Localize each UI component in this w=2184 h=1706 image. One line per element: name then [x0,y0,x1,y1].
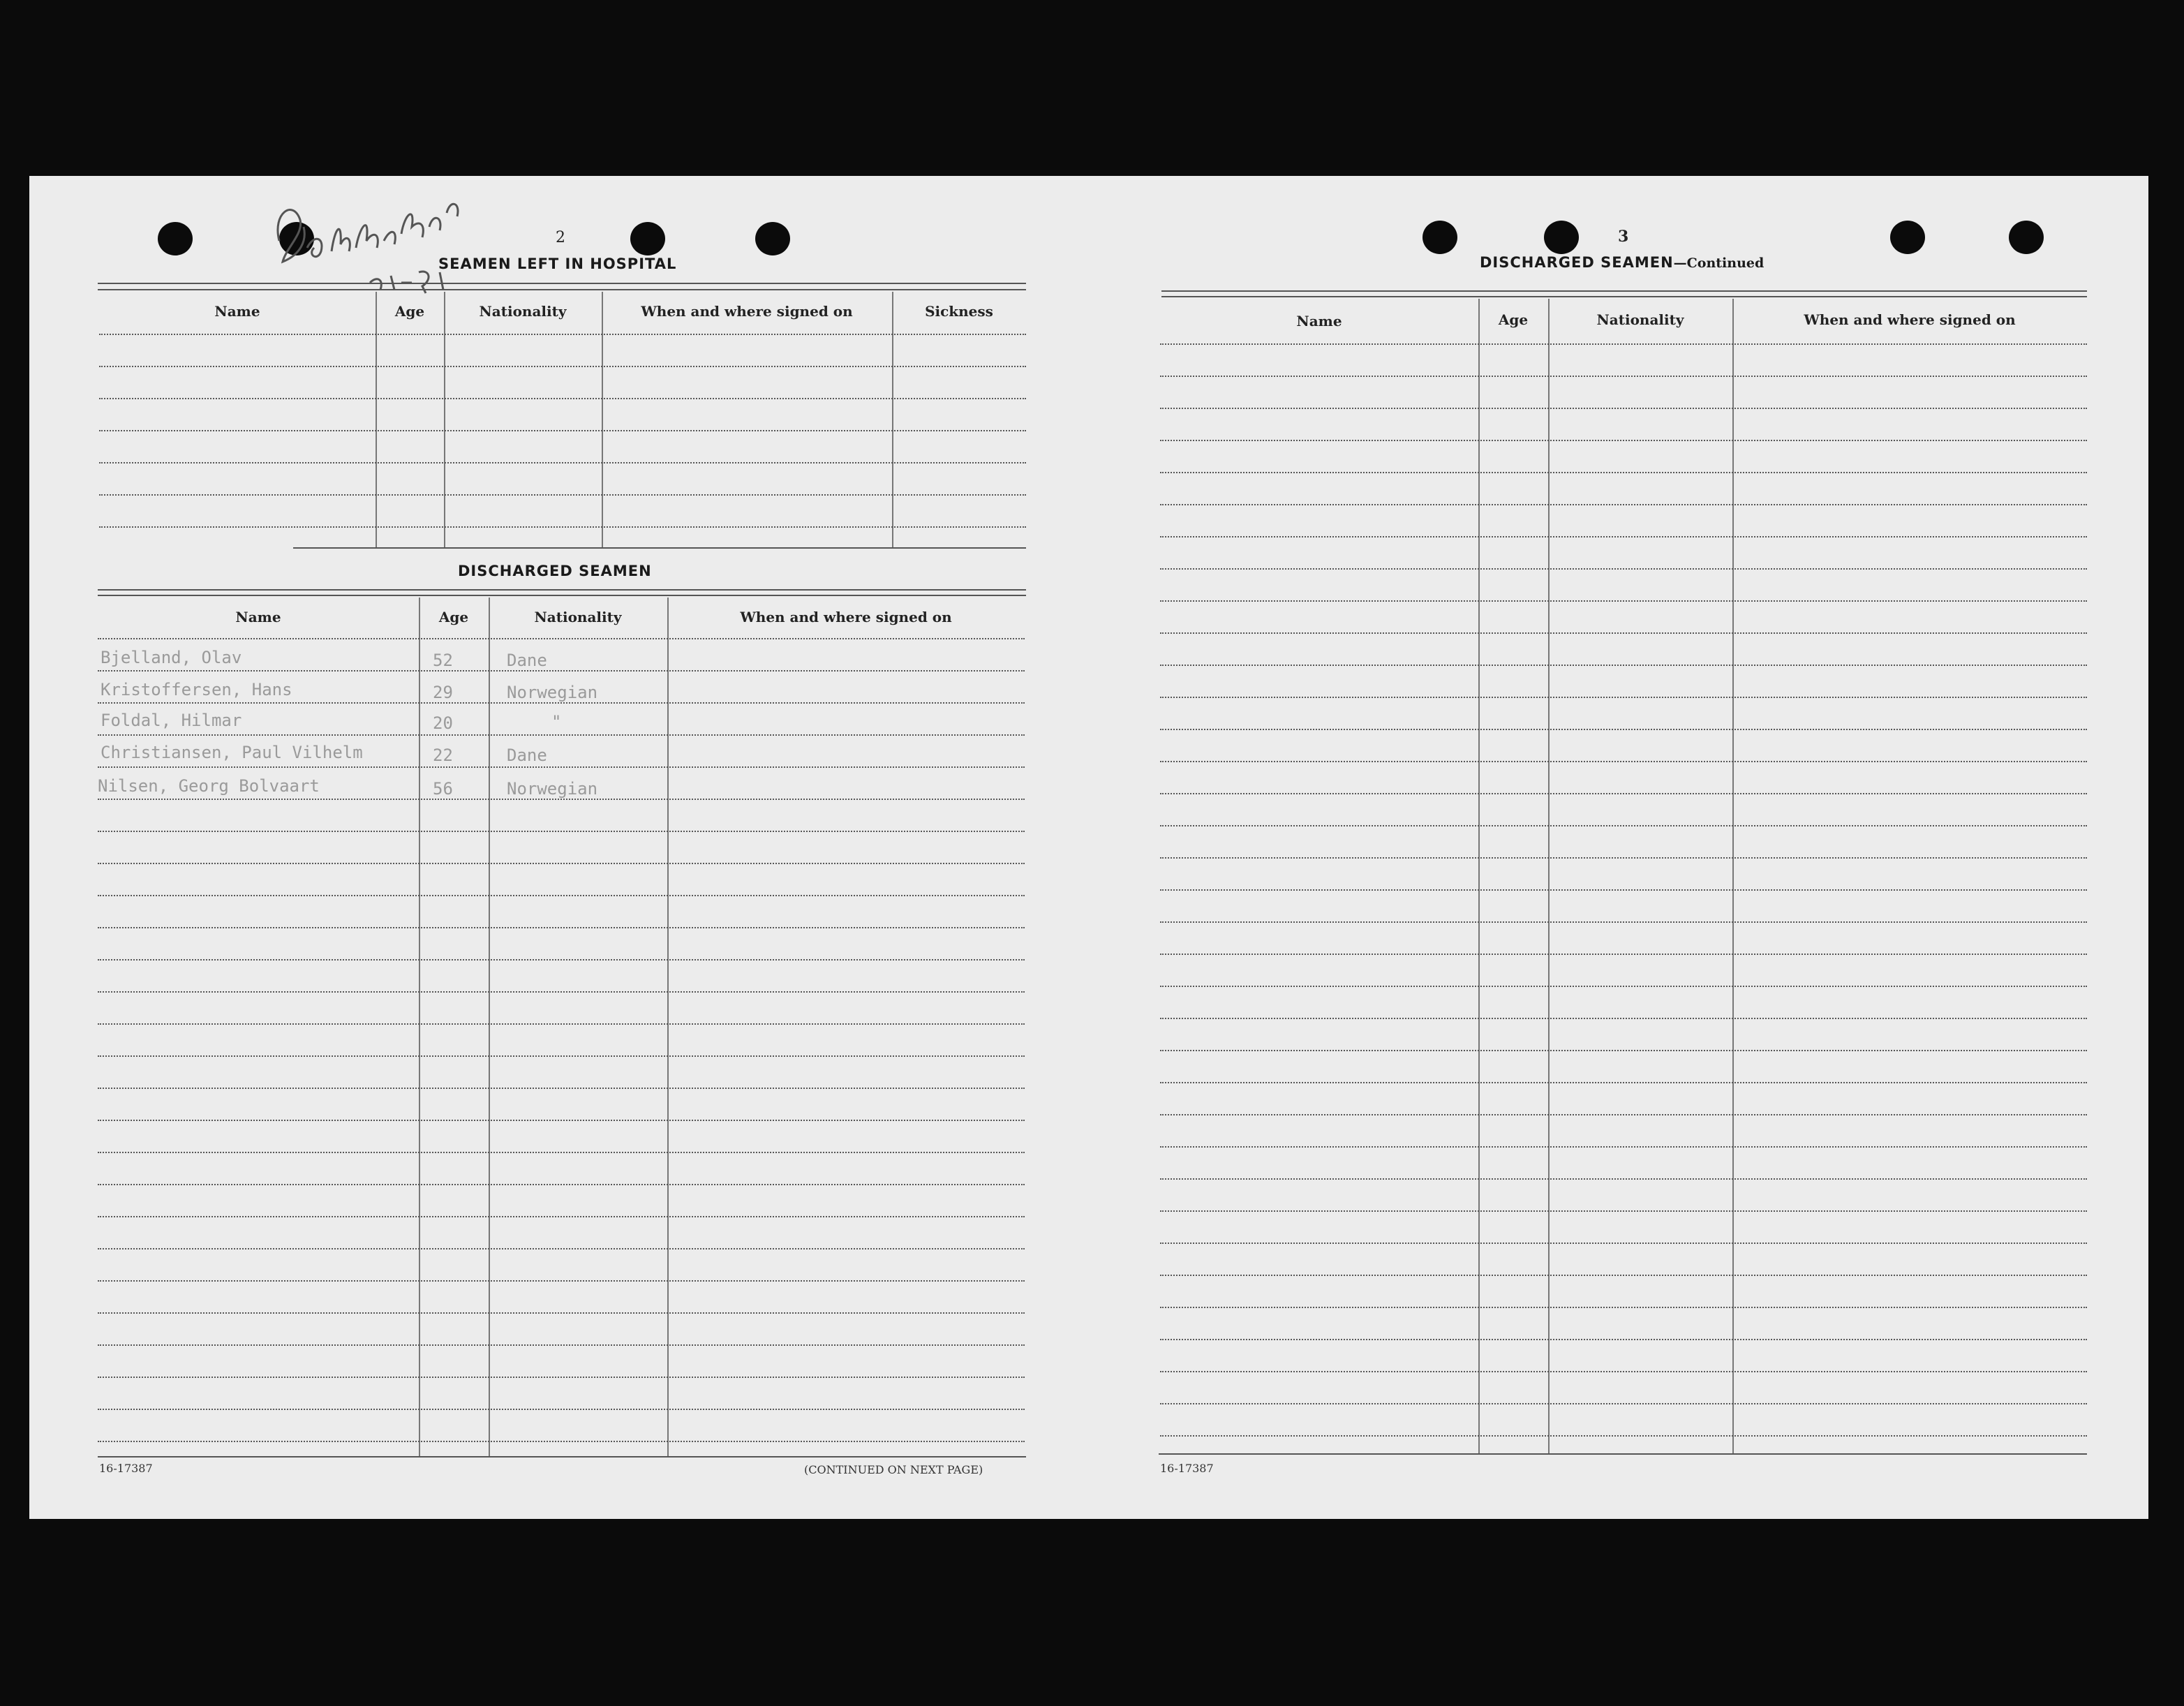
ruled-line [98,1280,1025,1282]
ruled-line [1160,1210,2087,1212]
seaman-name: Christiansen, Paul Vilhelm [101,743,363,762]
ruled-line [1160,954,2087,955]
ruled-line [99,334,1026,335]
column-header-age: Age [1498,311,1529,328]
ruled-line [98,831,1025,832]
seaman-nationality: Norwegian [507,683,598,702]
column-header-name: Name [1296,313,1342,329]
divider [1161,290,2087,292]
ruled-line [99,494,1026,496]
ruled-line [1160,600,2087,602]
ruled-line [98,766,1025,768]
ruled-line [98,1055,1025,1057]
ruled-line [1160,1082,2087,1083]
ruled-line [1160,1307,2087,1308]
divider [1159,1453,2087,1455]
ruled-line [1160,793,2087,794]
form-number: 16-17387 [1160,1462,1214,1475]
punch-hole [1890,221,1925,254]
divider [1161,296,2087,297]
ruled-line [98,638,1025,639]
ruled-line [1160,1435,2087,1437]
ruled-line [98,1120,1025,1121]
ruled-line [98,1152,1025,1153]
ruled-line [1160,857,2087,859]
form-number: 16-17387 [99,1462,153,1475]
ruled-line [1160,1114,2087,1115]
ruled-line [98,670,1025,672]
seaman-nationality: Dane [507,746,547,765]
ruled-line [1160,1146,2087,1148]
column-header-signed-on: When and where signed on [641,303,853,320]
ruled-line [98,959,1025,960]
seaman-name: Nilsen, Georg Bolvaart [98,776,320,796]
column-header-nationality: Nationality [479,303,567,320]
seaman-nationality: Dane [507,651,547,670]
ruled-line [1160,761,2087,762]
divider [98,1456,1026,1457]
column-header-sickness: Sickness [925,303,993,320]
punch-hole [158,222,193,255]
discharged-continued-table [1160,299,2087,1453]
seaman-name: Kristoffersen, Hans [101,680,292,699]
handwritten-signature [265,185,489,297]
seaman-nationality: Norwegian [507,779,598,799]
punch-hole [2009,221,2044,254]
ruled-line [1160,729,2087,730]
discharged-section-title: DISCHARGED SEAMEN [458,563,652,579]
ruled-line [98,1088,1025,1089]
ruled-line [1160,568,2087,570]
punch-hole [630,222,665,255]
ruled-line [1160,1050,2087,1051]
hospital-table [99,292,1026,547]
punch-hole [1422,221,1457,254]
ruled-line [98,1377,1025,1378]
ruled-line [1160,408,2087,409]
ruled-line [98,1441,1025,1442]
ruled-line [99,462,1026,463]
ruled-line [98,1216,1025,1217]
punch-hole [755,222,790,255]
ruled-line [99,430,1026,431]
hospital-section-title: SEAMEN LEFT IN HOSPITAL [438,255,677,272]
ruled-line [1160,825,2087,826]
ruled-line [1160,1275,2087,1276]
divider [293,547,1026,549]
divider [98,283,1026,284]
column-header-nationality: Nationality [1596,311,1684,328]
discharged-table [98,598,1025,1456]
column-header-age: Age [438,609,469,625]
ruled-line [98,1023,1025,1025]
page-number: 3 [1618,228,1629,246]
ruled-line [98,734,1025,736]
ruled-line [1160,440,2087,441]
ruled-line [1160,889,2087,891]
ruled-line [1160,1403,2087,1404]
continued-note: (CONTINUED ON NEXT PAGE) [804,1463,983,1476]
ruled-line [1160,376,2087,377]
title-main: DISCHARGED SEAMEN [1480,254,1674,271]
ruled-line [1160,1339,2087,1340]
ruled-line [98,1248,1025,1249]
ruled-line [1160,986,2087,987]
ruled-line [1160,665,2087,666]
ruled-line [98,927,1025,928]
ruled-line [1160,472,2087,473]
ruled-line [99,398,1026,399]
ruled-line [1160,921,2087,923]
ruled-line [98,863,1025,864]
column-header-name: Name [214,303,260,320]
ruled-line [98,799,1025,800]
column-header-signed-on: When and where signed on [1804,311,2016,328]
ruled-line [98,895,1025,896]
ruled-line [98,1409,1025,1410]
ruled-line [99,366,1026,367]
title-continued: —Continued [1673,255,1765,271]
ruled-line [98,1184,1025,1185]
ruled-line [98,991,1025,993]
column-header-nationality: Nationality [534,609,622,625]
discharged-continued-title [1480,254,1764,271]
seaman-age: 20 [433,713,453,733]
seaman-name: Bjelland, Olav [101,648,242,667]
seaman-age: 22 [433,746,453,765]
ruled-line [1160,1178,2087,1180]
divider [98,589,1026,591]
punch-hole [1544,221,1579,254]
column-header-age: Age [394,303,425,320]
ruled-line [98,1344,1025,1346]
column-header-name: Name [235,609,281,625]
ruled-line [1160,1018,2087,1019]
divider [98,595,1026,596]
seaman-age: 52 [433,651,453,670]
ruled-line [98,1312,1025,1314]
seaman-age: 29 [433,683,453,702]
ruled-line [1160,504,2087,505]
ruled-line [1160,1371,2087,1372]
seaman-nationality: " [551,712,562,732]
ruled-line [1160,1243,2087,1244]
divider [98,289,1026,290]
ruled-line [98,702,1025,704]
ruled-line [1160,697,2087,698]
column-header-signed-on: When and where signed on [740,609,952,625]
ruled-line [1160,632,2087,634]
page-number: 2 [556,229,565,246]
ruled-line [1160,343,2087,345]
seaman-name: Foldal, Hilmar [101,711,242,730]
seaman-age: 56 [433,779,453,799]
ruled-line [99,526,1026,528]
ruled-line [1160,536,2087,537]
